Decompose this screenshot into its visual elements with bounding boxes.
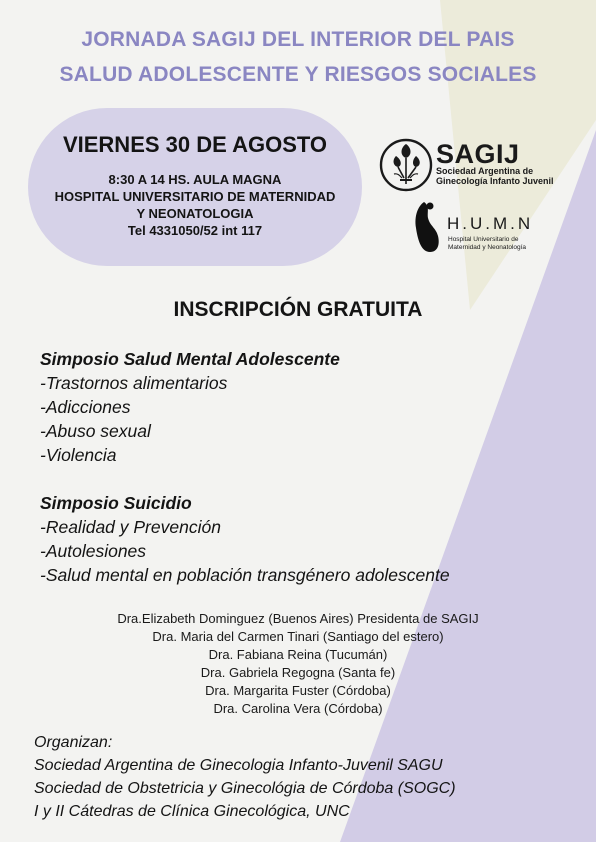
symposium-topic: -Salud mental en población transgénero adolescente	[40, 565, 450, 585]
symposium-topic: -Realidad y Prevención	[40, 517, 221, 537]
symposium-topic: -Adicciones	[40, 397, 131, 417]
speaker-item: Dra.Elizabeth Dominguez (Buenos Aires) Presidenta de SAGIJ	[117, 611, 479, 626]
organizer-item: I y II Cátedras de Clínica Ginecológica, UNC	[34, 803, 350, 820]
sagij-subtitle-line1: Sociedad Argentina de	[436, 166, 534, 176]
sagij-logo	[378, 134, 578, 196]
humn-mother-child-icon	[410, 200, 444, 254]
organizers-label: Organizan:	[34, 734, 113, 751]
page-title-line2: SALUD ADOLESCENTE Y RIESGOS SOCIALES	[59, 63, 537, 86]
event-venue-line2: Y NEONATOLOGIA	[136, 206, 254, 221]
sagij-flower-emblem-icon	[378, 134, 434, 196]
page-title-line1: JORNADA SAGIJ DEL INTERIOR DEL PAIS	[81, 28, 515, 51]
symposium-title: Simposio Suicidio	[40, 493, 192, 513]
sagij-logo-name: SAGIJ	[436, 139, 520, 169]
symposium-topic: -Violencia	[40, 445, 117, 465]
sagij-logo-subtitle	[436, 166, 554, 186]
speaker-item: Dra. Margarita Fuster (Córdoba)	[205, 683, 391, 698]
registration-heading: INSCRIPCIÓN GRATUITA	[173, 298, 423, 321]
event-details	[28, 171, 362, 239]
symposium-spacer	[40, 467, 580, 491]
humn-logo	[410, 200, 580, 256]
event-time-place: 8:30 A 14 HS. AULA MAGNA	[108, 172, 282, 187]
humn-logo-subtitle	[448, 236, 526, 252]
event-venue-line1: HOSPITAL UNIVERSITARIO DE MATERNIDAD	[54, 189, 336, 204]
organizers-block	[34, 731, 584, 823]
speaker-item: Dra. Carolina Vera (Córdoba)	[213, 701, 383, 716]
speaker-item: Dra. Gabriela Regogna (Santa fe)	[200, 665, 396, 680]
speaker-item: Dra. Fabiana Reina (Tucumán)	[208, 647, 388, 662]
symposia-program	[40, 347, 580, 587]
speaker-item: Dra. Maria del Carmen Tinari (Santiago del estero)	[152, 629, 444, 644]
organizer-item: Sociedad Argentina de Ginecologia Infanto-Juvenil SAGU	[34, 757, 443, 774]
speakers-list	[0, 610, 596, 718]
symposium-title: Simposio Salud Mental Adolescente	[40, 349, 340, 369]
humn-logo-name: H.U.M.N	[447, 214, 534, 233]
organizer-item: Sociedad de Obstetricia y Ginecológia de Córdoba (SOGC)	[34, 780, 456, 797]
symposium-topic: -Autolesiones	[40, 541, 147, 561]
humn-subtitle-line1: Hospital Universitario de	[448, 236, 519, 243]
event-phone: Tel 4331050/52 int 117	[127, 223, 263, 238]
humn-subtitle-line2: Maternidad y Neonatología	[448, 244, 527, 251]
sagij-subtitle-line2: Ginecología Infanto Juvenil	[436, 176, 554, 186]
symposium-topic: -Trastornos alimentarios	[40, 373, 228, 393]
symposium-topic: -Abuso sexual	[40, 421, 151, 441]
event-date: VIERNES 30 DE AGOSTO	[62, 132, 328, 157]
